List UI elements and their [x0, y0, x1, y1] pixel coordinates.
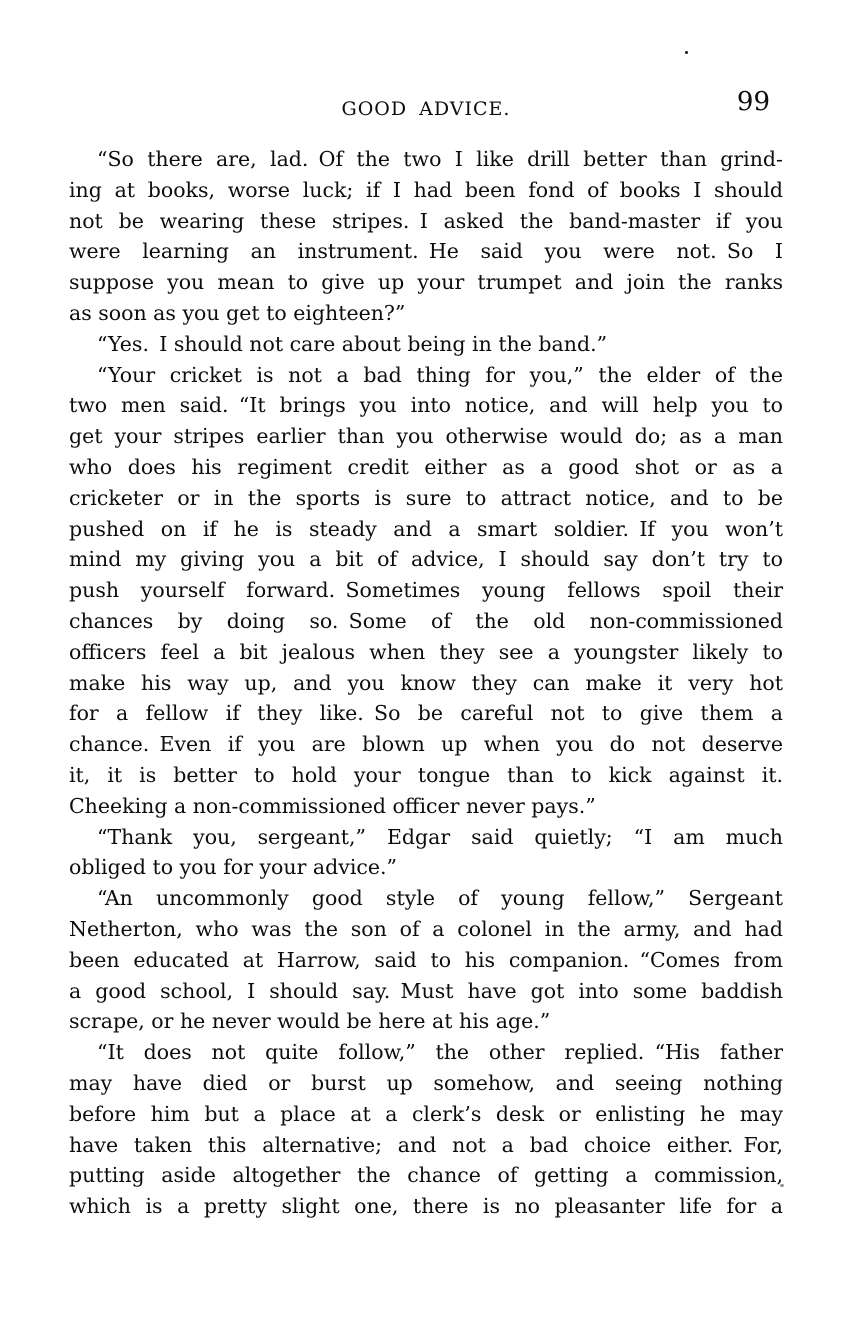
text-line: before him but a place at a clerk’s desk or enlisting he may [69, 1101, 783, 1126]
text-line: “So there are, lad. Of the two I like drill better than grind- [97, 147, 783, 171]
text-line: were learning an instrument. He said you were not. So I [69, 239, 783, 264]
text-block [69, 144, 783, 1222]
running-title: GOOD ADVICE. [341, 98, 511, 120]
text-line: “Your cricket is not a bad thing for you,” the elder of the [97, 362, 783, 387]
text-line: officers feel a bit jealous when they see a youngster likely to [69, 639, 783, 664]
text-line: been educated at Harrow, said to his companion. “Comes from [69, 947, 783, 972]
text-line: push yourself forward. Sometimes young fellows spoil their [69, 578, 783, 603]
page-number: 99 [736, 87, 770, 117]
text-line: “An uncommonly good style of young fellow,” Sergeant [97, 886, 783, 911]
paragraph [69, 144, 783, 329]
text-line: putting aside altogether the chance of getting a commission, [69, 1163, 783, 1188]
text-line: two men said. “It brings you into notice, and will help you to [69, 393, 783, 418]
text-line: as soon as you get to eighteen?” [69, 300, 406, 325]
paragraph [69, 883, 783, 1037]
text-line: it, it is better to hold your tongue than to kick against it. [69, 762, 783, 787]
text-line: for a fellow if they like. So be careful not to give them a [69, 701, 783, 726]
text-line: Cheeking a non-commissioned officer never pays.” [69, 793, 596, 818]
text-line: which is a pretty slight one, there is no pleasanter life for a [69, 1194, 783, 1219]
text-line: “Thank you, sergeant,” Edgar said quietly; “I am much [97, 824, 783, 849]
text-line: scrape, or he never would be here at his age.” [69, 1009, 551, 1034]
text-line: “Yes. I should not care about being in the band.” [97, 331, 608, 356]
text-line: who does his regiment credit either as a good shot or as a [69, 454, 783, 479]
text-line: chances by doing so. Some of the old non-commissioned [69, 608, 783, 633]
text-line: cricketer or in the sports is sure to attract notice, and to be [69, 485, 783, 510]
text-line: mind my giving you a bit of advice, I should say don’t try to [69, 547, 783, 572]
print-speck [685, 51, 688, 54]
paragraph [69, 1037, 783, 1222]
text-line: suppose you mean to give up your trumpet and join the ranks [69, 270, 783, 295]
text-line: have taken this alternative; and not a bad choice either. For, [69, 1132, 783, 1157]
text-line: may have died or burst up somehow, and seeing nothing [69, 1070, 783, 1095]
text-line: not be wearing these stripes. I asked the band-master if you [69, 208, 783, 233]
text-line: pushed on if he is steady and a smart soldier. If you won’t [69, 516, 783, 541]
paragraph [69, 360, 783, 822]
text-line: chance. Even if you are blown up when you do not deserve [69, 732, 783, 757]
text-line: ing at books, worse luck; if I had been fond of books I should [69, 177, 783, 202]
text-line: a good school, I should say. Must have got into some baddish [69, 978, 783, 1003]
text-line: get your stripes earlier than you otherwise would do; as a man [69, 424, 783, 449]
paragraph [69, 822, 783, 884]
paragraph [69, 329, 783, 360]
text-line: “It does not quite follow,” the other replied. “His father [97, 1040, 783, 1065]
text-line: make his way up, and you know they can make it very hot [69, 670, 783, 695]
text-line: obliged to you for your advice.” [69, 855, 397, 880]
text-line: Netherton, who was the son of a colonel in the army, and had [69, 916, 783, 941]
